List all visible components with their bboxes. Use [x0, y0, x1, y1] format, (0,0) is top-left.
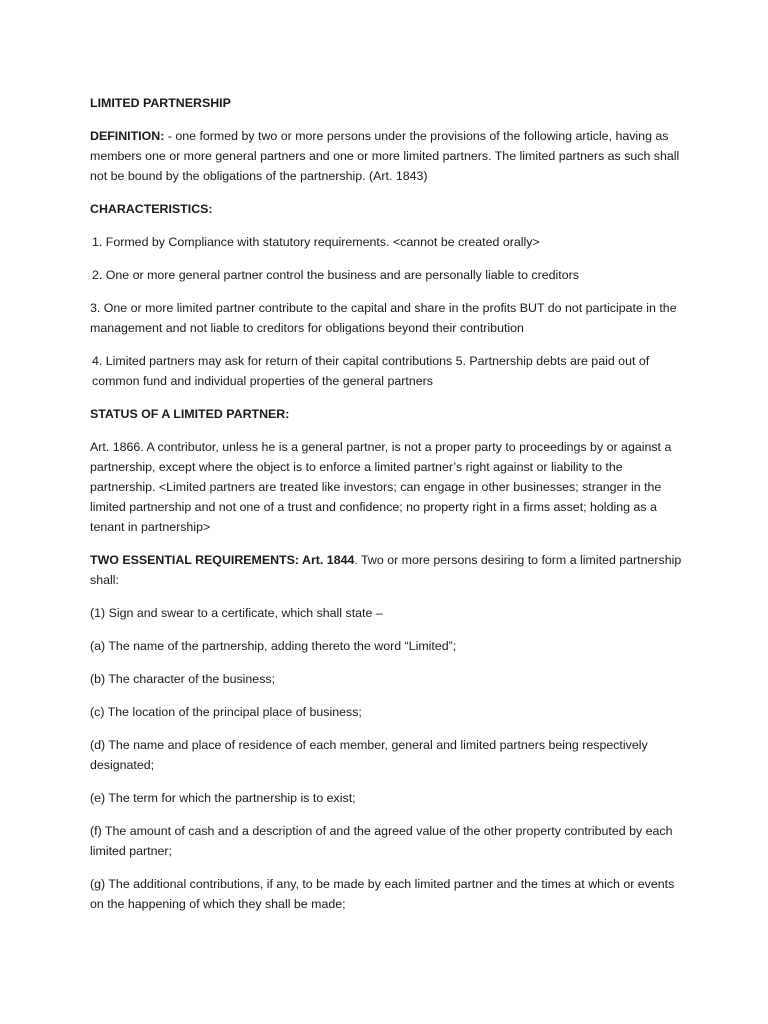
document-title: LIMITED PARTNERSHIP [90, 96, 231, 110]
characteristic-item: 4. Limited partners may ask for return of their capital contributions 5. Partnership debts are paid out of common fund and individual properties of the general partners [92, 354, 650, 388]
requirements-label: TWO ESSENTIAL REQUIREMENTS: Art. 1844 [90, 553, 355, 567]
characteristic-item: 2. One or more general partner control the business and are personally liable to creditors [92, 268, 579, 282]
requirement-item: (e) The term for which the partnership is to exist; [90, 791, 356, 805]
characteristic-item: 3. One or more limited partner contribute to the capital and share in the profits BUT do not participate in the management and not liable to creditors for obligations beyond their contribution [90, 301, 677, 335]
requirement-item: (b) The character of the business; [90, 672, 276, 686]
characteristics-heading: CHARACTERISTICS: [90, 202, 213, 216]
requirement-item: (g) The additional contributions, if any, to be made by each limited partner and the times at which or events on the happening of which they shall be made; [90, 877, 675, 911]
definition-paragraph [90, 126, 684, 186]
characteristic-item: 1. Formed by Compliance with statutory requirements. <cannot be created orally> [92, 235, 540, 249]
requirement-item: (a) The name of the partnership, adding thereto the word “Limited”; [90, 639, 457, 653]
status-heading: STATUS OF A LIMITED PARTNER: [90, 407, 290, 421]
requirements-text: . Two or more persons desiring to form a limited partnership shall: [90, 553, 682, 587]
definition-text: - one formed by two or more persons under the provisions of the following article, having as members one or more general partners and one or more limited partners. The limited partners as such shall not be bound by the obligations of the partnership. (Art. 1843) [90, 129, 680, 183]
status-paragraph: Art. 1866. A contributor, unless he is a general partner, is not a proper party to proceedings by or against a partnership, except where the object is to enforce a limited partner’s right against or liability to the partnership. <Limited partners are treated like investors; can engage in other businesses; stranger in the limited partnership and not one of a trust and confidence; no property right in a firms asset; holding as a tenant in partnership> [90, 440, 672, 534]
requirement-item: (c) The location of the principal place of business; [90, 705, 362, 719]
definition-label: DEFINITION: [90, 129, 165, 143]
document-page [90, 93, 684, 927]
requirement-item: (f) The amount of cash and a description of and the agreed value of the other property contributed by each limited partner; [90, 824, 673, 858]
requirement-item: (1) Sign and swear to a certificate, which shall state – [90, 606, 383, 620]
requirements-paragraph [90, 550, 684, 590]
requirement-item: (d) The name and place of residence of each member, general and limited partners being respectively designated; [90, 738, 648, 772]
